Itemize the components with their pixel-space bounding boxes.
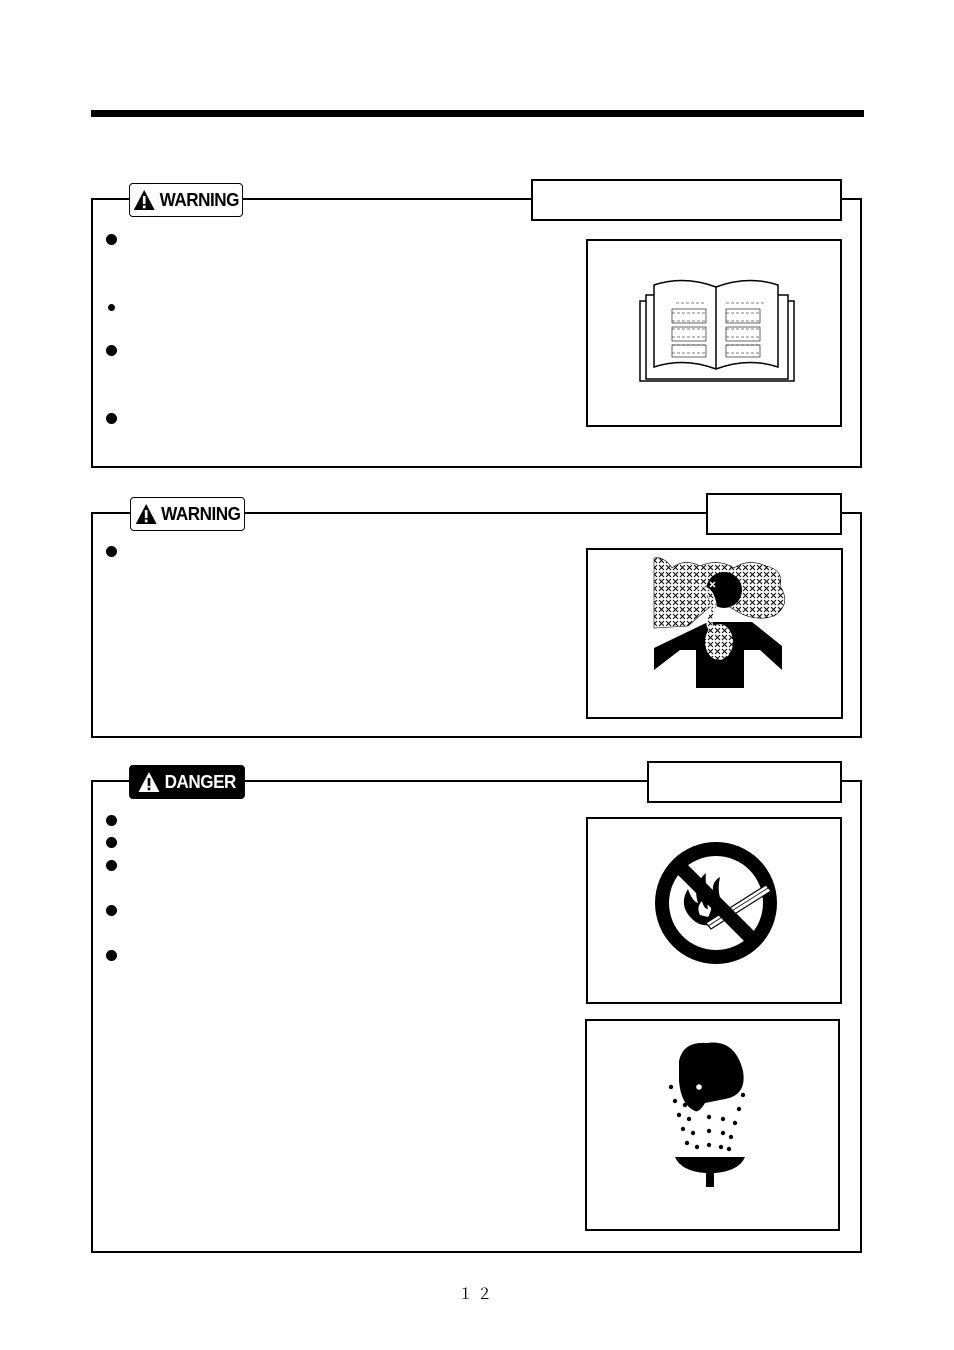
- toxic-inhalation-icon: [588, 550, 841, 717]
- warning-badge: [130, 497, 245, 531]
- danger-badge: [129, 765, 245, 799]
- bullet: [106, 546, 117, 557]
- warning-triangle-icon: [133, 189, 156, 211]
- no-open-flame-icon: [588, 819, 840, 1002]
- warning-triangle-icon: [138, 771, 161, 793]
- pictogram-eye-wash: [585, 1019, 840, 1231]
- warning-triangle-icon: [135, 503, 158, 525]
- bullet: [106, 345, 117, 356]
- pictogram-no-open-flame: [586, 817, 842, 1004]
- warning-label: WARNING: [161, 503, 241, 524]
- page-number: １２: [457, 1285, 496, 1303]
- bullet: [106, 905, 117, 916]
- pictogram-toxic-inhalation: [586, 548, 843, 719]
- section-title-box: [647, 761, 842, 803]
- section-title-box: [706, 493, 842, 535]
- warning-badge: [129, 183, 243, 217]
- eye-wash-icon: [587, 1021, 838, 1229]
- danger-label: DANGER: [164, 771, 236, 792]
- bullet: [106, 950, 117, 961]
- bullet: [106, 815, 117, 826]
- section-title-box: [531, 179, 842, 221]
- bullet: [106, 837, 117, 848]
- bullet: [106, 413, 117, 424]
- bullet: [106, 234, 117, 245]
- bullet: [106, 860, 117, 871]
- header-rule: [91, 110, 864, 117]
- warning-label: WARNING: [159, 189, 239, 210]
- bullet: [108, 304, 115, 311]
- pictogram-read-manual: [586, 239, 842, 427]
- read-manual-icon: [588, 241, 840, 425]
